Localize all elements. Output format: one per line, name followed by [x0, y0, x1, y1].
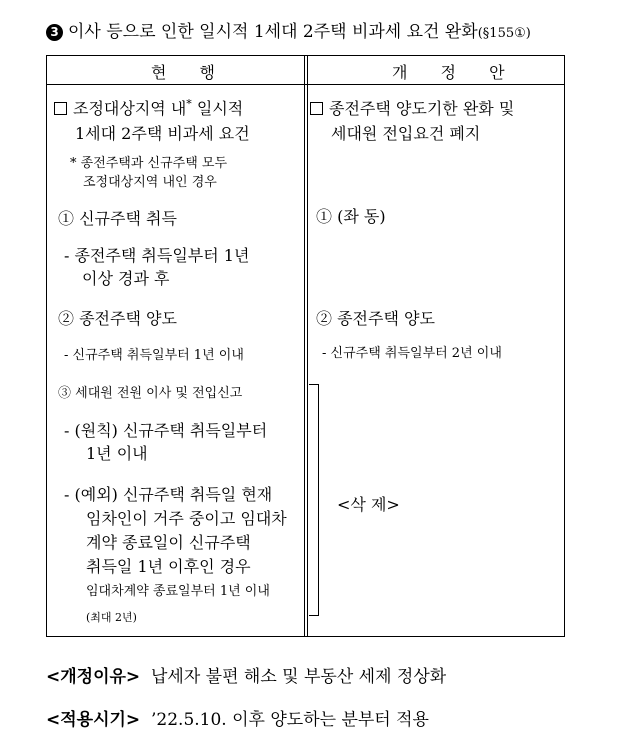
- current-item-title-line2: 1세대 2주택 비과세 요건: [75, 124, 250, 143]
- header-revised: 개 정 안: [392, 63, 519, 82]
- reason-text: 납세자 불편 해소 및 부동산 세제 정상화: [151, 667, 447, 687]
- current-note-line2: 조정대상지역 내인 경우: [83, 175, 217, 190]
- effective-text: ’22.5.10. 이후 양도하는 분부터 적용: [151, 710, 429, 730]
- reason-label: <개정이유>: [46, 667, 141, 687]
- current-cond3-rule-1: - (원칙) 신규주택 취득일부터: [64, 421, 268, 440]
- current-cond2-title: ② 종전주택 양도: [58, 309, 177, 328]
- current-cond3-exception-2: 임차인이 거주 중이고 임대차: [86, 509, 287, 528]
- checkbox-square-icon: [310, 102, 323, 115]
- checkbox-square-icon: [54, 102, 67, 115]
- effective-row: [46, 705, 429, 730]
- header-current: 현 행: [151, 63, 229, 82]
- section-number-badge: 3: [46, 24, 63, 41]
- current-cond3-exception-1: - (예외) 신규주택 취득일 현재: [64, 485, 273, 504]
- revised-cond2-title: ② 종전주택 양도: [316, 309, 435, 328]
- revised-item-title: 종전주택 양도기한 완화 및: [310, 96, 514, 119]
- current-cond3-title: ③ 세대원 전원 이사 및 전입신고: [58, 386, 243, 401]
- current-cond3-exception-5: 임대차계약 종료일부터 1년 이내: [86, 584, 270, 599]
- current-cond3-rule-2: 1년 이내: [86, 444, 148, 463]
- revised-cond2-detail: - 신규주택 취득일부터 2년 이내: [322, 346, 502, 361]
- current-cond1-detail-2: 이상 경과 후: [82, 269, 170, 288]
- current-cond2-detail: - 신규주택 취득일부터 1년 이내: [64, 348, 244, 363]
- current-cond1-title: ① 신규주택 취득: [58, 209, 177, 228]
- current-cond1-detail-1: - 종전주택 취득일부터 1년: [64, 246, 250, 265]
- section-title: [46, 17, 531, 42]
- current-cond3-exception-6: (최대 2년): [86, 611, 137, 624]
- deleted-bracket: [309, 384, 319, 616]
- revised-item-title-line2: 세대원 전입요건 폐지: [331, 124, 481, 143]
- revised-cond1: ① (좌 동): [316, 207, 386, 226]
- current-note-line1: * 종전주택과 신규주택 모두: [70, 156, 228, 171]
- reason-row: [46, 662, 446, 687]
- current-item-title: 조정대상지역 내* 일시적: [54, 96, 243, 119]
- revised-deleted: <삭 제>: [337, 495, 400, 514]
- current-cond3-exception-4: 취득일 1년 이후인 경우: [86, 557, 251, 576]
- effective-label: <적용시기>: [46, 710, 141, 730]
- section-title-text: 이사 등으로 인한 일시적 1세대 2주택 비과세 요건 완화: [68, 22, 478, 42]
- column-divider: [304, 56, 308, 636]
- section-title-ref: (§155①): [477, 26, 531, 41]
- current-cond3-exception-3: 계약 종료일이 신규주택: [86, 533, 251, 552]
